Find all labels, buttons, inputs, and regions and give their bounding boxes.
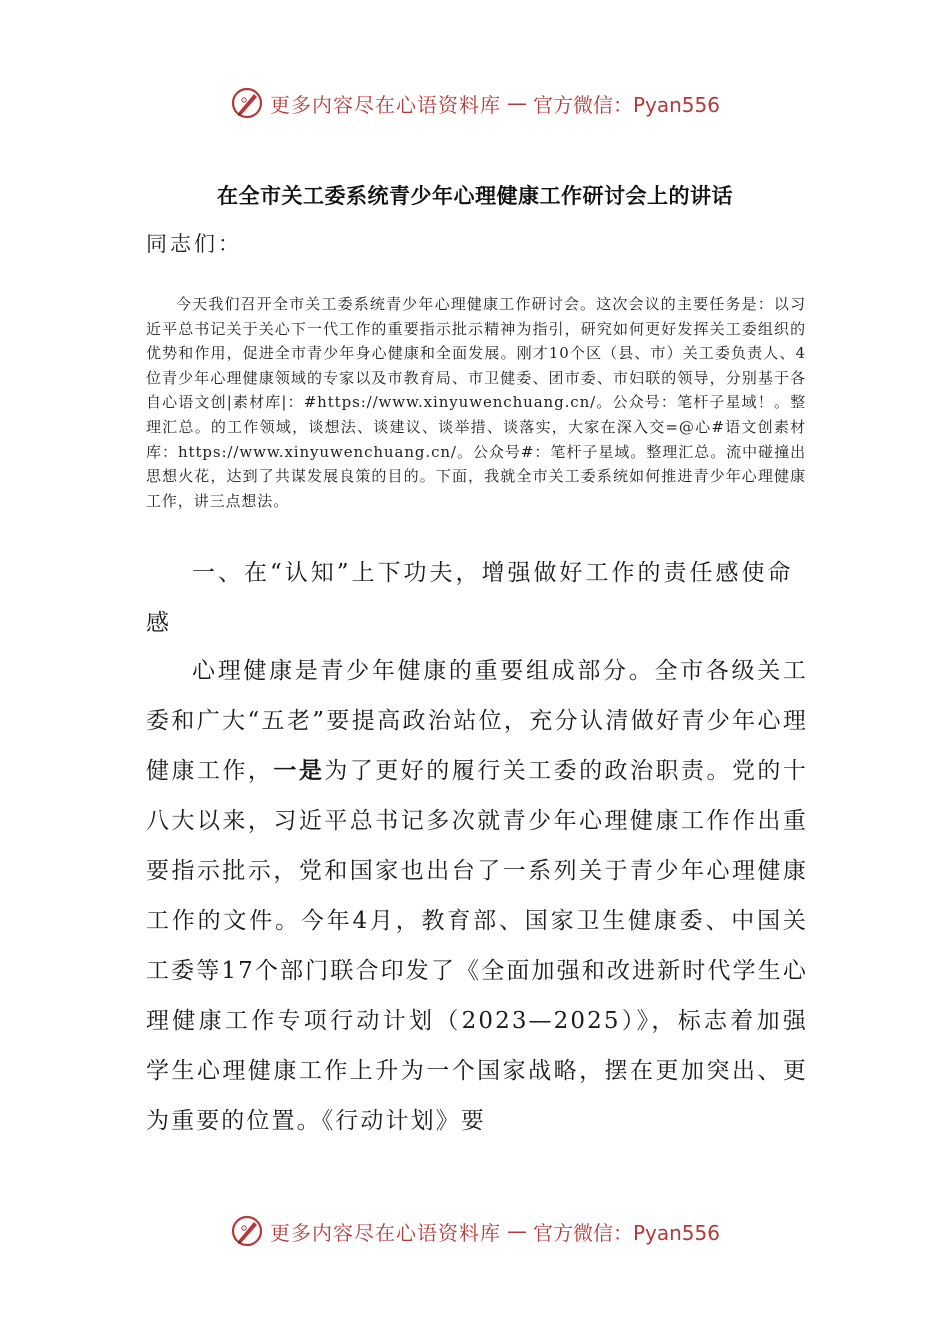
- body-text-part2: 为了更好的履行关工委的政治职责。党的十八大以来，习近平总书记多次就青少年心理健康工作作出重要指示批示，党和国家也出台了一系列关于青少年心理健康工作的文件。今年4月，教育部、国家卫生健康委、中国关工委等17个部门联合印发了《全面加强和改进新时代学生心理健康工作专项行动计划（2023—2025）》，标志着加强学生心理健康工作上升为一个国家战略，摆在更加突出、更为重要的位置。《行动计划》要: [146, 758, 809, 1134]
- header-banner: [0, 80, 950, 126]
- banner-separator: —: [506, 91, 527, 115]
- section-heading: 一、在“认知”上下功夫，增强做好工作的责任感使命感: [146, 560, 794, 636]
- banner-text: 更多内容尽在心语资料库: [269, 92, 501, 117]
- document-title: 在全市关工委系统青少年心理健康工作研讨会上的讲话: [217, 184, 733, 208]
- body-text-part1: 心理健康是青少年健康的重要组成部分。全市各级关工委和广大“五老”要提高政治站位，充分认清做好青少年心理健康工作，: [146, 658, 808, 784]
- banner-wechat: 官方微信：Pyan556: [532, 92, 720, 117]
- banner-wechat: 官方微信：Pyan556: [532, 1220, 720, 1245]
- pen-circle-logo-icon: [230, 1214, 264, 1248]
- intro-paragraph: 今天我们召开全市关工委系统青少年心理健康工作研讨会。这次会议的主要任务是：以习近平总书记关于关心下一代工作的重要指示批示精神为指引，研究如何更好发挥关工委组织的优势和作用，促进全市青少年身心健康和全面发展。刚才10个区（县、市）关工委负责人、4位青少年心理健康领域的专家以及市教育局、市卫健委、团市委、市妇联的领导，分别基于各自心语文创|素材库|：#https://www.xinyuwenchuang.cn/。公众号：笔杆子星域！。整理汇总。的工作领域，谈想法、谈建议、谈举措、谈落实，大家在深入交=@心#语文创素材库：https://www.xinyuwenchuang.cn/。公众号#：笔杆子星域。整理汇总。流中碰撞出思想火花，达到了共谋发展良策的目的。下面，我就全市关工委系统如何推进青少年心理健康工作，讲三点想法。: [146, 295, 806, 510]
- body-paragraph: [146, 646, 808, 1146]
- footer-banner: [0, 1208, 950, 1254]
- salutation: 同志们：: [146, 232, 242, 256]
- body-bold-text: 一是: [273, 757, 325, 784]
- banner-separator: —: [506, 1219, 527, 1243]
- pen-circle-logo-icon: [230, 86, 264, 120]
- banner-text: 更多内容尽在心语资料库: [269, 1220, 501, 1245]
